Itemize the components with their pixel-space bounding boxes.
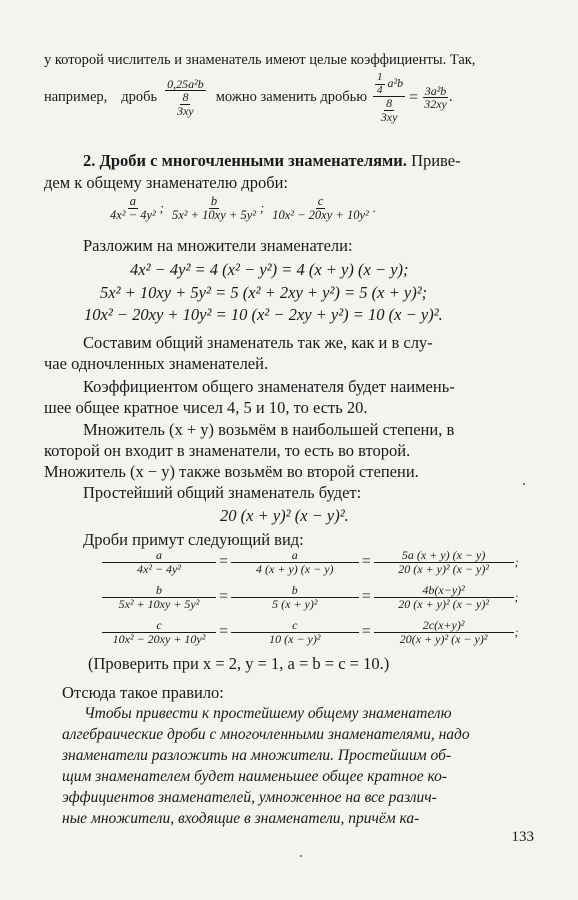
numerator: c bbox=[102, 619, 216, 633]
fraction-c bbox=[270, 195, 371, 222]
text-line: шее общее кратное чисел 4, 5 и 10, то есть 20. bbox=[44, 398, 368, 417]
text-line: Отсюда такое правило: bbox=[62, 683, 224, 702]
numerator: b bbox=[102, 584, 216, 598]
text-line: Множитель (x + y) возьмём в наибольшей степени, в bbox=[83, 420, 455, 439]
common-fraction bbox=[376, 619, 512, 645]
rule-line: эффициентов знаменателей, умноженное на все различ- bbox=[62, 789, 437, 806]
text-line: Дроби примут следующий вид: bbox=[83, 530, 304, 549]
numerator: b bbox=[231, 584, 359, 598]
text-line: которой он входит в знаменатели, то есть во второй. bbox=[44, 441, 411, 460]
fraction-equation-row bbox=[104, 584, 519, 610]
denominator bbox=[173, 91, 198, 117]
denominator: 10x² − 20xy + 10y² bbox=[272, 208, 369, 223]
text-line: Коэффициентом общего знаменателя будет наимень- bbox=[83, 377, 455, 396]
equals-sign: = bbox=[360, 553, 372, 571]
text-fragment: можно заменить дробью bbox=[215, 89, 368, 106]
text-line: чае одночленных знаменателей. bbox=[44, 354, 269, 373]
numerator: c bbox=[231, 619, 359, 633]
fraction-a bbox=[108, 195, 158, 222]
numerator: 1 bbox=[377, 71, 383, 83]
numerator: a bbox=[129, 194, 137, 208]
common-denominator: 20 (x + y)² (x − y)². bbox=[220, 506, 349, 525]
equals-sign: = bbox=[218, 588, 229, 606]
original-fraction bbox=[104, 619, 214, 645]
denominator: 3xy bbox=[177, 103, 194, 118]
common-fraction bbox=[376, 584, 512, 610]
numerator: a bbox=[102, 549, 216, 563]
text-fragment: дробь bbox=[121, 89, 158, 106]
numerator: b bbox=[210, 194, 218, 208]
fraction-equation-row bbox=[104, 619, 519, 645]
denominator: 5 (x + y)² bbox=[272, 596, 318, 611]
text-line: дем к общему знаменателю дроби: bbox=[44, 173, 289, 192]
numerator: 8 bbox=[182, 90, 189, 105]
numerator: 2c(x+y)² bbox=[374, 619, 514, 633]
denominator: 4 bbox=[377, 83, 383, 96]
separator: ; bbox=[514, 589, 519, 604]
text-fragment: например, bbox=[44, 89, 108, 106]
rule-line: щим знаменателем будет наименьшее общее кратное ко- bbox=[62, 768, 448, 785]
page-number: 133 bbox=[511, 829, 534, 845]
text-line: Составим общий знаменатель так же, как и в слу- bbox=[83, 333, 433, 352]
section-heading-line bbox=[83, 151, 461, 171]
denominator: 3xy bbox=[380, 109, 398, 124]
equals-sign: = bbox=[409, 88, 419, 106]
equals-sign: = bbox=[360, 588, 372, 606]
denominator: 5x² + 10xy + 5y² bbox=[118, 596, 200, 611]
rule-line: алгебраические дроби с многочленными знаменателями, надо bbox=[62, 726, 470, 743]
check-note: (Проверить при x = 2, y = 1, a = b = c = 10.) bbox=[88, 654, 390, 673]
numerator-term: a²b bbox=[387, 75, 404, 90]
original-fraction bbox=[104, 584, 214, 610]
text-line: Простейший общий знаменатель будет: bbox=[83, 483, 362, 502]
fraction-example-3 bbox=[422, 85, 449, 111]
denominator: 20 (x + y)² (x − y)² bbox=[398, 596, 489, 611]
factored-fraction bbox=[233, 619, 357, 645]
denominator: 20(x + y)² (x − y)² bbox=[399, 631, 488, 646]
denominator: 4x² − 4y² bbox=[110, 208, 156, 223]
period: . bbox=[448, 89, 453, 106]
numerator: c bbox=[317, 194, 324, 208]
fraction-example-1 bbox=[165, 78, 206, 118]
text-line: Множитель (x − y) также возьмём во второй степени. bbox=[44, 462, 419, 481]
fraction-example-2 bbox=[373, 72, 405, 123]
formula-line: 4x² − 4y² = 4 (x² − y²) = 4 (x + y) (x − y); bbox=[130, 260, 409, 279]
fraction-b bbox=[170, 195, 258, 222]
rule-line: ные множители, входящие в знаменатели, причём ка- bbox=[62, 810, 420, 827]
denominator: 4 (x + y) (x − y) bbox=[256, 561, 334, 576]
denominator: 32xy bbox=[424, 97, 447, 112]
numerator: 8 bbox=[386, 96, 393, 111]
numerator bbox=[373, 72, 405, 97]
separator: ; bbox=[514, 624, 519, 639]
original-fraction bbox=[104, 549, 214, 575]
text-fragment: Приве- bbox=[406, 151, 461, 170]
numerator: 3a²b bbox=[424, 83, 447, 98]
section-heading: 2. Дроби с многочленными знаменателями. bbox=[83, 151, 407, 170]
example-line bbox=[44, 72, 452, 123]
factored-fraction bbox=[233, 549, 357, 575]
equals-sign: = bbox=[218, 553, 229, 571]
denominator: 4x² − 4y² bbox=[137, 561, 181, 576]
fraction-equation-row bbox=[104, 549, 519, 575]
separator: ; bbox=[260, 201, 265, 216]
print-speck bbox=[300, 855, 302, 857]
common-fraction bbox=[376, 549, 512, 575]
print-speck bbox=[523, 483, 525, 485]
numerator: 4b(x−y)² bbox=[374, 584, 514, 598]
separator: ; bbox=[514, 554, 519, 569]
formula-line: 10x² − 20xy + 10y² = 10 (x² − 2xy + y²) = 10 (x − y)². bbox=[84, 305, 443, 324]
denominator bbox=[377, 97, 402, 123]
denominator: 5x² + 10xy + 5y² bbox=[171, 208, 257, 223]
denominator: 10x² − 20xy + 10y² bbox=[112, 631, 206, 646]
numerator: a bbox=[231, 549, 359, 563]
equals-sign: = bbox=[360, 623, 372, 641]
factored-fraction bbox=[233, 584, 357, 610]
numerator: 0,25a²b bbox=[167, 76, 204, 91]
fractions-list bbox=[108, 195, 376, 222]
formula-line: 5x² + 10xy + 5y² = 5 (x² + 2xy + y²) = 5 (x + y)²; bbox=[100, 283, 428, 302]
rule-line: знаменатели разложить на множители. Простейшим об- bbox=[62, 747, 452, 764]
denominator: 10 (x − y)² bbox=[269, 631, 321, 646]
separator: . bbox=[372, 201, 376, 216]
separator: ; bbox=[159, 201, 164, 216]
text-line: у которой числитель и знаменатель имеют целые коэффициенты. Так, bbox=[44, 52, 476, 68]
rule-line: Чтобы привести к простейшему общему знаменателю bbox=[84, 705, 452, 722]
equals-sign: = bbox=[218, 623, 229, 641]
numerator: 5a (x + y) (x − y) bbox=[374, 549, 514, 563]
denominator: 20 (x + y)² (x − y)² bbox=[398, 561, 489, 576]
text-line: Разложим на множители знаменатели: bbox=[83, 236, 353, 255]
